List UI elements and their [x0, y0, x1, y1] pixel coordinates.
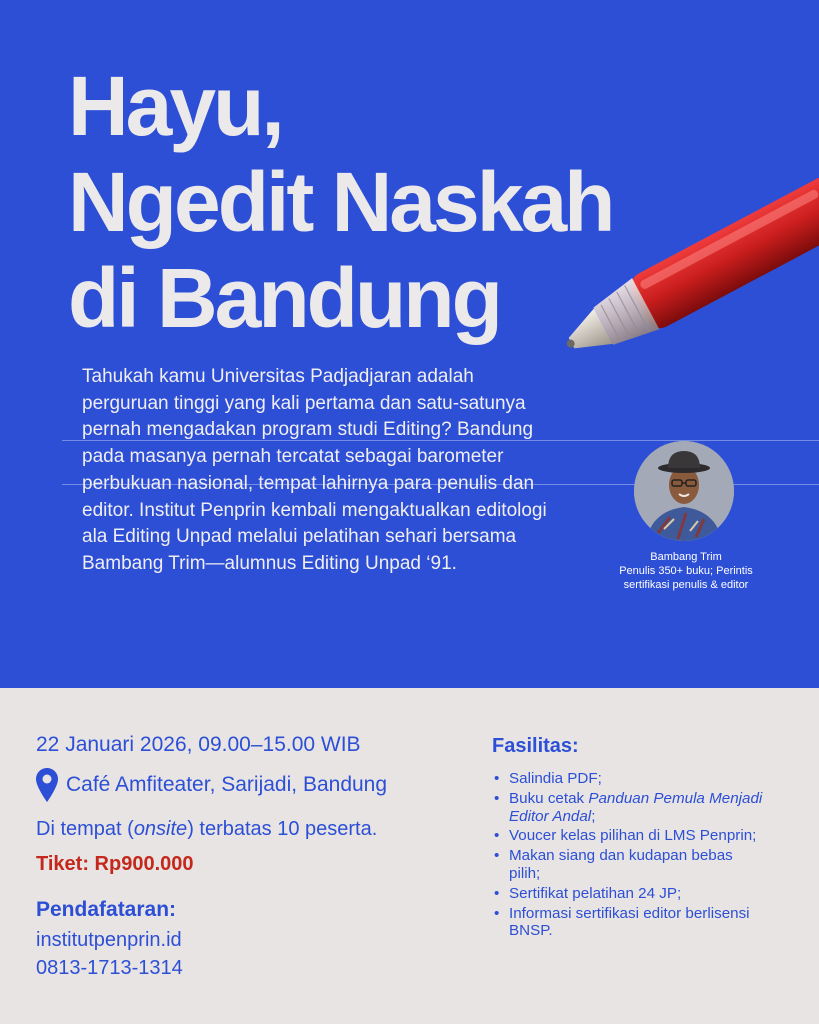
- onsite-suffix: ) terbatas 10 peserta.: [187, 818, 378, 840]
- registration-title: Pendafataran:: [36, 898, 177, 921]
- list-item: • Salindia PDF;: [494, 770, 602, 787]
- headline-line-2: Ngedit Naskah: [68, 155, 613, 249]
- bullet-icon: •: [494, 884, 500, 902]
- bullet-icon: •: [494, 827, 500, 845]
- list-item: • Makan siang dan kudapan bebas pilih;: [494, 847, 733, 882]
- bullet-icon: •: [494, 847, 500, 865]
- speaker-description: Penulis 350+ buku; Perintis: [619, 565, 753, 577]
- onsite-term: onsite: [133, 818, 188, 840]
- speaker-name: Bambang Trim: [650, 551, 722, 563]
- bullet-icon: •: [494, 789, 500, 807]
- portrait-photo: [634, 441, 734, 541]
- map-pin-icon: [36, 768, 58, 802]
- intro-paragraph: Tahukah kamu Universitas Padjadjaran adalah perguruan tinggi yang kali pertama dan satu-satunya pernah mengadakan program studi Editing? Bandung pada masanya pernah tercatat sebagai barometer perbukuan nasional, tempat lahirnya para penulis dan editor. Institut Penprin kembali mengaktualkan editologi ala Editing Unpad melalui pelatihan sehari bersama Bambang Trim—alumnus Editing Unpad ‘91.: [82, 366, 547, 574]
- headline-line-1: Hayu,: [68, 59, 282, 153]
- bullet-icon: •: [494, 904, 500, 922]
- speaker-description: sertifikasi penulis & editor: [623, 579, 749, 591]
- bullet-icon: •: [494, 770, 500, 787]
- event-location: [36, 768, 387, 802]
- onsite-note: [36, 818, 377, 841]
- ticket-price: Tiket: Rp900.000: [36, 853, 194, 875]
- location-text: Café Amfiteater, Sarijadi, Bandung: [66, 773, 388, 796]
- list-item: • Voucer kelas pilihan di LMS Penprin;: [494, 827, 757, 845]
- headline: [68, 58, 613, 346]
- facilities-title: Fasilitas:: [492, 735, 579, 757]
- headline-line-3: di Bandung: [68, 251, 500, 345]
- onsite-prefix: Di tempat (: [36, 818, 134, 840]
- book-title: Panduan Pemula Menjadi Editor Andal: [509, 789, 763, 825]
- event-datetime: 22 Januari 2026, 09.00–15.00 WIB: [36, 733, 361, 756]
- facilities-list: [494, 770, 764, 942]
- list-item: • Buku cetak Panduan Pemula Menjadi Editor Andal;: [494, 789, 763, 825]
- registration-phone: 0813-1713-1314: [36, 957, 183, 979]
- list-item: • Sertifikat pelatihan 24 JP;: [494, 884, 682, 902]
- registration-website: institutpenprin.id: [36, 929, 182, 951]
- pen-image: [540, 130, 819, 370]
- speaker-caption: [600, 550, 772, 592]
- list-item: • Informasi sertifikasi editor berlisensi BNSP.: [494, 904, 750, 940]
